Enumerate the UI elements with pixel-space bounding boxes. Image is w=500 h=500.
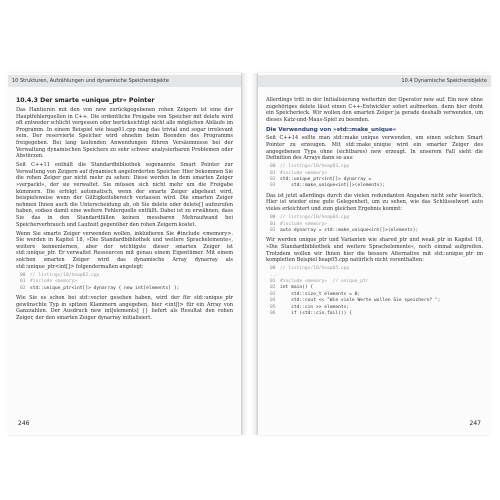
- code-line: [20, 286, 233, 292]
- section-heading: 10.4.3 Der smarte »unique_ptr« Pointer: [16, 97, 155, 104]
- code-line: [270, 228, 483, 234]
- code-text: std::make_unique<int[]>(elements);: [280, 183, 386, 189]
- code-text: int main() {: [280, 285, 314, 291]
- page-body: [266, 97, 483, 321]
- line-number: 04: [270, 298, 276, 304]
- code-text: if (std::cin.fail()) {: [280, 311, 352, 317]
- code-text: // listings/10/heap02.cpp: [30, 272, 100, 278]
- running-header: 10.4 Dynamische Speicherobjekte: [258, 75, 491, 87]
- code-listing: [270, 164, 483, 190]
- right-page: [258, 73, 491, 435]
- code-listing: [270, 266, 483, 317]
- code-text: // listings/10/heap03.cpp: [280, 164, 350, 170]
- code-text: std::unique_ptr<int[]> dynarray { new int[elements] };: [30, 285, 180, 291]
- line-number: 02: [270, 227, 276, 233]
- paragraph: Wenn Sie smarte Zeiger verwenden wollen, inkludieren Sie #include <memory>. Sie werden in Kapitel 18, »Die Standardbibliothek und weitere Sprachelemente«, weitere kennenlernen, aber der wichtigste dieser smarten Zeiger ist std::unique_ptr. Er verwaltet Ressourcen mit genau einem Eigentümer. Mit einem solchen smarten Zeiger wird das dynamische Array dynarray als std::unique_ptr<int[]> folgendermaßen angelegt:: [16, 230, 233, 270]
- line-number: 01: [20, 279, 26, 285]
- code-text: // listings/10/heap04.cpp: [280, 215, 350, 221]
- line-number: 02: [270, 177, 276, 183]
- paragraph: Allerdings tritt in der Initialisierung weiterhin der Operator new auf. Ein new ohne zugehöriges delete lässt einen C++-Entwickler sofort aufmerken, denn hier droht ein Speicherleck. Wir wollen den smarten Zeiger ja gerade deshalb verwenden, um dieses Katz-und-Maus-Spiel zu beenden.: [266, 97, 483, 123]
- code-text: // listings/10/heap05.cpp: [280, 266, 350, 272]
- page-number: 246: [18, 420, 30, 427]
- line-number: 03: [270, 291, 276, 297]
- line-number: 00: [270, 164, 276, 170]
- line-number: 02: [270, 285, 276, 291]
- line-number: ...: [270, 272, 279, 278]
- code-listing: [270, 215, 483, 234]
- line-number: 01: [270, 221, 276, 227]
- code-listing: [20, 273, 233, 292]
- code-text: std::size_t elements = 0;: [280, 291, 361, 297]
- line-number: 00: [20, 272, 26, 278]
- code-text: #include <memory>: [280, 170, 328, 176]
- code-line: [270, 183, 483, 189]
- line-number: 01: [270, 170, 276, 176]
- code-text: auto dynarray = std::make_unique<int[]>(elements);: [280, 227, 419, 233]
- line-number: 00: [270, 266, 276, 272]
- line-number: 06: [270, 311, 276, 317]
- code-text: #include <memory>: [30, 279, 78, 285]
- line-number: 05: [270, 304, 276, 310]
- line-number: 01: [270, 279, 276, 285]
- code-text: std::unique_ptr<int[]> dynarray =: [280, 177, 372, 183]
- code-text: #include <memory> // unique_ptr: [280, 279, 369, 285]
- paragraph: Wie Sie es schon bei std::vector gesehen haben, wird der für std::unique_ptr gewünschte Typ in spitzen Klammern angegeben, hier <int[]> für ein Array von Ganzzahlen. Der Ausdruck new int[elements] {} liefert als Resultat den rohen Zeiger, der den smarten Zeiger dynarray initialisiert.: [16, 294, 233, 321]
- paragraph: Seit C++11 enthält die Standardbibliothek sogenannte Smart Pointer zur Verwaltung von Zeigern auf dynamisch angeforderten Speicher. Hier bekommen Sie die rohen Zeiger gar nicht mehr zu sehen: Diese werden in dem smarten Zeiger »verpackt«, der sie verwaltet. Sie müssen sich nicht mehr um die Freigabe kümmern. Die erfolgt automatisch, wenn der smarte Zeiger abgebaut wird, beispielsweise wenn der Gültigkeitsbereich verlassen wird. Die smarten Zeiger nehmen Ihnen auch die Unterscheidung ab, ob Sie delete oder delete[] aufzurufen haben, sodass damit eine weitere Fehlerquelle entfällt. Dabei ist zu erwähnen, dass Sie das in den Standardfällen keinen messbaren Mehraufwand bei Speicherverbrauch und Laufzeit gegenüber den rohen Zeigern kostet.: [16, 162, 233, 228]
- code-text: std::cout << "Wie viele Werte wollen Sie speichern? ";: [280, 298, 441, 304]
- line-number: 00: [270, 215, 276, 221]
- paragraph: Wir werden unique_ptr und Varianten wie shared_ptr und weak_ptr in Kapitel 18, »Die Standardbibliothek und weitere Sprachelemente«, noch einmal aufgreifen. Trotzdem wollen wir Ihnen hier die bessere Alternative mit std::unique_ptr im kompletten Beispiel heap05.cpp natürlich nicht vorenthalten:: [266, 237, 483, 264]
- line-number: 02: [20, 285, 26, 291]
- running-header: 10 Strukturen, Aufzählungen und dynamische Speicherobjekte: [8, 75, 241, 87]
- code-text: std::cin >> elements;: [280, 304, 350, 310]
- page-number: 247: [469, 420, 481, 427]
- left-page: [8, 73, 241, 435]
- paragraph: Seit C++14 sollte man std::make_unique verwenden, um einen solchen Smart Pointer zu erzeugen. Mit std::make_unique wird ein smarter Zeiger des angegebenen Typs ohne (sichtbares) new erzeugt. In unserem Fall sieht die Definition des Arrays dann so aus:: [266, 135, 483, 162]
- subheading: Die Verwendung von »std::make_unique«: [266, 127, 397, 134]
- paragraph: Das ist jetzt allerdings durch die vielen redundanten Angaben nicht sehr leserlich. Hier ist wieder eine gute Gelegenheit, um zu sehen, wie das Schlüsselwort auto vieles erleichtert und zum gleichen Ergebnis kommt:: [266, 192, 483, 213]
- line-number: 03: [270, 183, 276, 189]
- code-line: [270, 311, 483, 317]
- code-text: #include <memory>: [280, 221, 328, 227]
- page-body: [16, 97, 233, 324]
- book-gutter: [241, 73, 258, 435]
- paragraph: Das Hantieren mit den von new zurückgegebenen rohen Zeigern ist eine der Hauptfehlerquellen in C++. Die ordentliche Freigabe von Speicher mit delete wird oft entweder schlicht vergessen oder berücksichtigt nicht alle möglichen Abläufe im Programm. In einem Beispiel wie heap01.cpp mag das trivial und sogar irrelevant sein. Der reservierte Speicher wird ohnehin beim Beenden des Programms freigegeben. Bei lang laufenden Anwendungen führen Versäumnisse bei der Verwaltung dynamischen Speichers zu sehr schwer analysierbaren Problemen oder Abstürzen.: [16, 107, 233, 160]
